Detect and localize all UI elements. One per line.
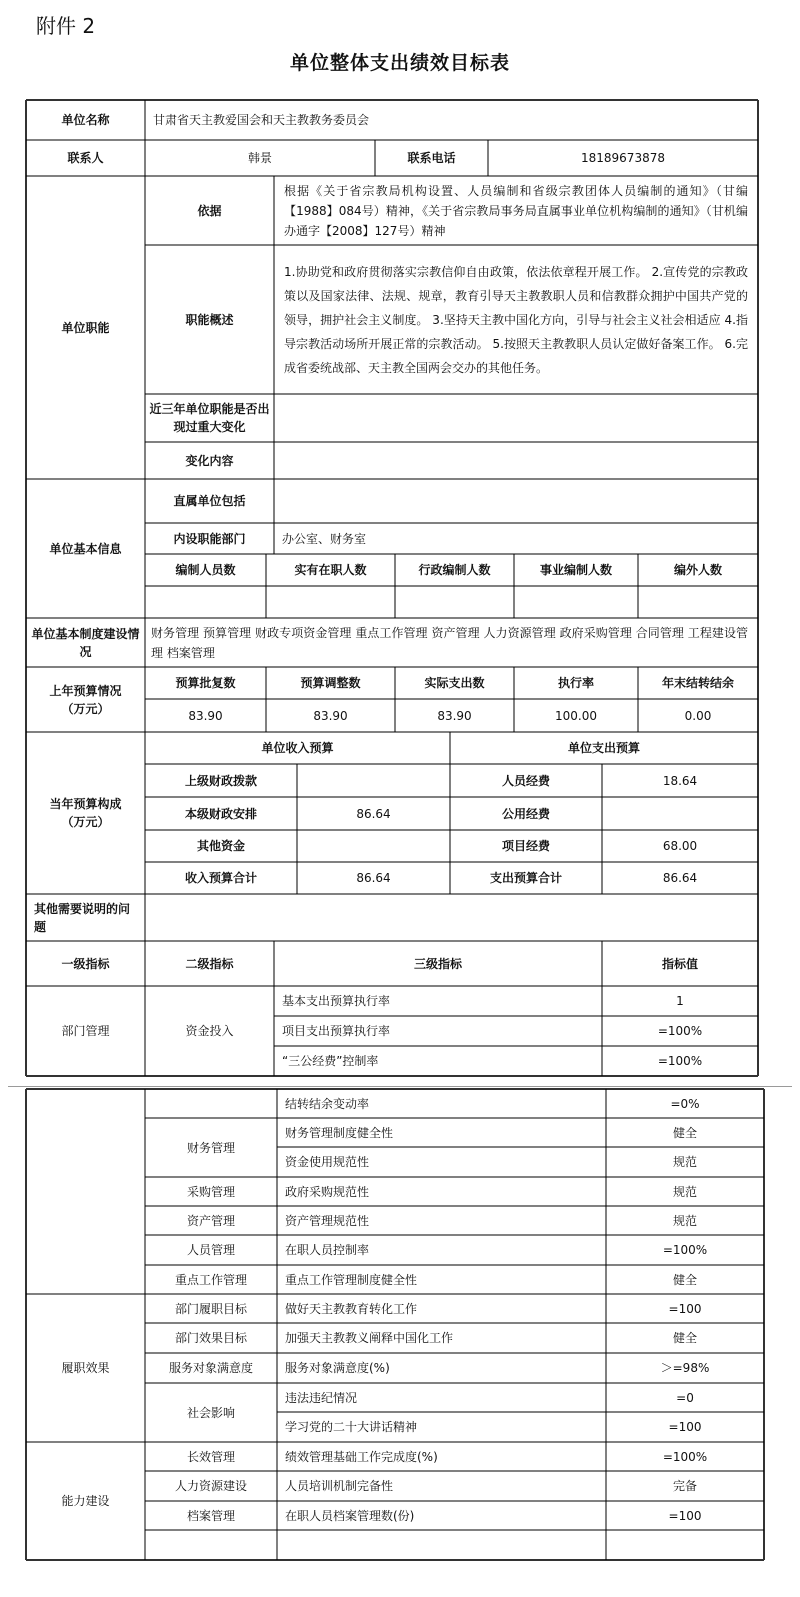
staff-header: 行政编制人数 [418, 563, 491, 577]
indicator-header-value: 指标值 [661, 956, 698, 971]
basis-label: 依据 [197, 203, 222, 218]
staff-header: 编制人员数 [175, 563, 236, 577]
indicator-value: =100 [668, 1508, 702, 1523]
capacity-label: 能力建设 [61, 1494, 110, 1508]
income-label: 其他资金 [196, 839, 245, 853]
level2-label: 资产管理 [186, 1213, 235, 1228]
change-content-label: 变化内容 [185, 453, 234, 468]
phone-label: 联系电话 [407, 151, 456, 165]
income-budget-header: 单位收入预算 [261, 741, 334, 755]
last-year-header: 预算批复数 [175, 676, 236, 690]
other-notes-value [145, 894, 758, 941]
current-year-label-line1: 当年预算构成 [49, 797, 122, 811]
current-year-label-line2: （万元） [61, 815, 110, 829]
indicator-value: =100 [668, 1420, 702, 1434]
internal-dept-value: 办公室、财务室 [282, 531, 367, 546]
overview-label: 职能概述 [185, 312, 234, 327]
staff-header: 事业编制人数 [539, 563, 612, 577]
last-year-header: 年末结转结余 [661, 676, 734, 690]
expense-label: 项目经费 [501, 839, 550, 853]
overview-text: 1.协助党和政府贯彻落实宗教信仰自由政策，依法依章程开展工作。 2.宣传党的宗教政策以及国家法律、法规、规章，教育引导天主教教职人员和信教群众拥护中国共产党的领导，拥护社会主义制度。 3.坚持天主教中国化方向，引导与社会主义社会相适应 4.指导宗教活动场所开展正常的宗教活动。 5.按照天主教教职人员认定做好备案工作。 6.完成省委统战部、天主教全国两会交办的其他任务。 [284, 264, 748, 375]
expense-value: 18.64 [662, 773, 698, 788]
indicator-value: =100% [657, 1024, 703, 1038]
indicator-name: 加强天主教教义阐释中国化工作 [285, 1331, 454, 1345]
level2-label: 部门履职目标 [174, 1301, 247, 1316]
other-notes-label: 其他需要说明的问题 [34, 901, 131, 934]
last-year-label-line1: 上年预算情况 [49, 683, 122, 698]
last-year-value: 0.00 [684, 708, 712, 723]
indicator-name: 在职人员档案管理数(份) [285, 1508, 415, 1523]
indicator-value: =0 [676, 1390, 694, 1405]
indicator-value: ＞=98% [660, 1361, 710, 1375]
contact-label: 联系人 [67, 151, 104, 165]
indicator-name: 政府采购规范性 [285, 1184, 370, 1199]
unit-name-label: 单位名称 [61, 113, 110, 127]
indicator-name: 基本支出预算执行率 [282, 994, 391, 1008]
expense-total-label: 支出预算合计 [489, 871, 562, 885]
expense-budget-header: 单位支出预算 [567, 741, 640, 755]
indicator-value: 健全 [672, 1125, 697, 1140]
phone-value: 18189673878 [581, 151, 665, 165]
staff-header: 编外人数 [673, 563, 722, 577]
expense-value: 68.00 [662, 839, 698, 853]
income-value: 86.64 [356, 806, 391, 821]
income-total-label: 收入预算合计 [184, 871, 257, 885]
indicator-name: 绩效管理基础工作完成度(%) [285, 1449, 438, 1464]
indicator-value: 完备 [672, 1479, 697, 1493]
income-total-value: 86.64 [356, 871, 391, 885]
last-year-value: 83.90 [188, 708, 223, 723]
indicator-header-level1: 一级指标 [61, 956, 110, 971]
indicator-header-level3: 三级指标 [413, 956, 462, 971]
indicator-value: 1 [676, 994, 684, 1008]
unit-name-value: 甘肃省天主教爱国会和天主教教务委员会 [153, 113, 370, 127]
indicator-name: 在职人员控制率 [285, 1243, 370, 1257]
last-year-value: 83.90 [313, 708, 348, 723]
last-year-header: 预算调整数 [300, 676, 361, 690]
indicator-name: 做好天主教教育转化工作 [285, 1301, 418, 1316]
affiliated-units-label: 直属单位包括 [173, 494, 246, 508]
indicator-value: =100% [662, 1243, 708, 1257]
indicator-name: 项目支出预算执行率 [282, 1024, 391, 1038]
last-year-value: 83.90 [437, 708, 472, 723]
indicator-name: 服务对象满意度(%) [285, 1361, 390, 1375]
indicator-name: “三公经费”控制率 [282, 1054, 379, 1068]
expense-label: 公用经费 [501, 806, 550, 821]
indicator-name: 资产管理规范性 [285, 1213, 370, 1228]
indicator-name: 人员培训机制完备性 [285, 1479, 394, 1493]
indicator-name: 重点工作管理制度健全性 [285, 1272, 418, 1287]
indicator-value: 健全 [672, 1272, 697, 1287]
expense-total-value: 86.64 [662, 871, 698, 885]
indicator-value: =100% [662, 1449, 708, 1464]
change-question-label: 近三年单位职能是否出现过重大变化 [149, 402, 270, 434]
indicator-value: 健全 [672, 1331, 697, 1345]
expense-label: 人员经费 [501, 773, 550, 788]
social-impact-label: 社会影响 [186, 1405, 235, 1420]
indicator-header-level2: 二级指标 [185, 956, 234, 971]
level2-label: 服务对象满意度 [168, 1361, 253, 1375]
last-year-value: 100.00 [555, 708, 597, 723]
finance-mgmt-label: 财务管理 [186, 1140, 235, 1155]
indicator-value: =100 [668, 1301, 702, 1316]
page-title: 单位整体支出绩效目标表 [289, 52, 510, 74]
indicator-value: =100% [657, 1054, 703, 1068]
current-year-label [26, 732, 145, 894]
last-year-label [26, 667, 145, 732]
page-divider [8, 1086, 792, 1087]
system-value: 财务管理 预算管理 财政专项资金管理 重点工作管理 资产管理 人力资源管理 政府采购管理 合同管理 工程建设管理 档案管理 [151, 625, 748, 660]
contact-value: 韩景 [247, 151, 272, 165]
indicator-name: 学习党的二十大讲话精神 [285, 1420, 418, 1434]
indicator-value: 规范 [672, 1213, 697, 1228]
level2-label: 人力资源建设 [174, 1479, 247, 1493]
basis-text: 根据《关于省宗教局机构设置、人员编制和省级宗教团体人员编制的通知》（甘编【1988】084号）精神，《关于省宗教局事务局直属事业单位机构编制的通知》（甘机编办通字【2008】127号）精神 [284, 183, 748, 238]
level2-label: 档案管理 [186, 1508, 235, 1523]
indicator-name: 违法违纪情况 [285, 1390, 358, 1405]
last-year-header: 实际支出数 [424, 676, 485, 690]
expense-value [602, 797, 758, 830]
level2-label: 部门效果目标 [174, 1331, 247, 1345]
level2-label: 长效管理 [186, 1449, 235, 1464]
indicator-name: 结转结余变动率 [285, 1096, 370, 1111]
duties-label: 单位职能 [61, 320, 110, 335]
level2-label: 人员管理 [186, 1243, 235, 1257]
dept-mgmt-label: 部门管理 [61, 1024, 110, 1038]
income-label: 上级财政拨款 [184, 773, 257, 788]
last-year-header: 执行率 [557, 676, 594, 690]
indicator-name: 资金使用规范性 [285, 1155, 370, 1169]
indicator-value: 规范 [672, 1184, 697, 1199]
fund-input-label: 资金投入 [185, 1024, 234, 1038]
income-value [297, 764, 450, 797]
system-label: 单位基本制度建设情况 [31, 626, 140, 659]
income-label: 本级财政安排 [184, 806, 257, 821]
attachment-label: 附件 2 [36, 14, 96, 38]
indicator-name: 财务管理制度健全性 [285, 1125, 394, 1140]
income-value [297, 830, 450, 862]
performance-label: 履职效果 [61, 1361, 110, 1375]
indicator-value: 规范 [672, 1155, 697, 1169]
last-year-label-line2: （万元） [61, 701, 110, 716]
basic-info-label: 单位基本信息 [49, 541, 122, 556]
level2-label: 重点工作管理 [174, 1272, 247, 1287]
internal-dept-label: 内设职能部门 [173, 531, 246, 546]
level2-label: 采购管理 [186, 1184, 235, 1199]
staff-header: 实有在职人数 [294, 563, 367, 577]
indicator-value: =0% [670, 1096, 700, 1111]
